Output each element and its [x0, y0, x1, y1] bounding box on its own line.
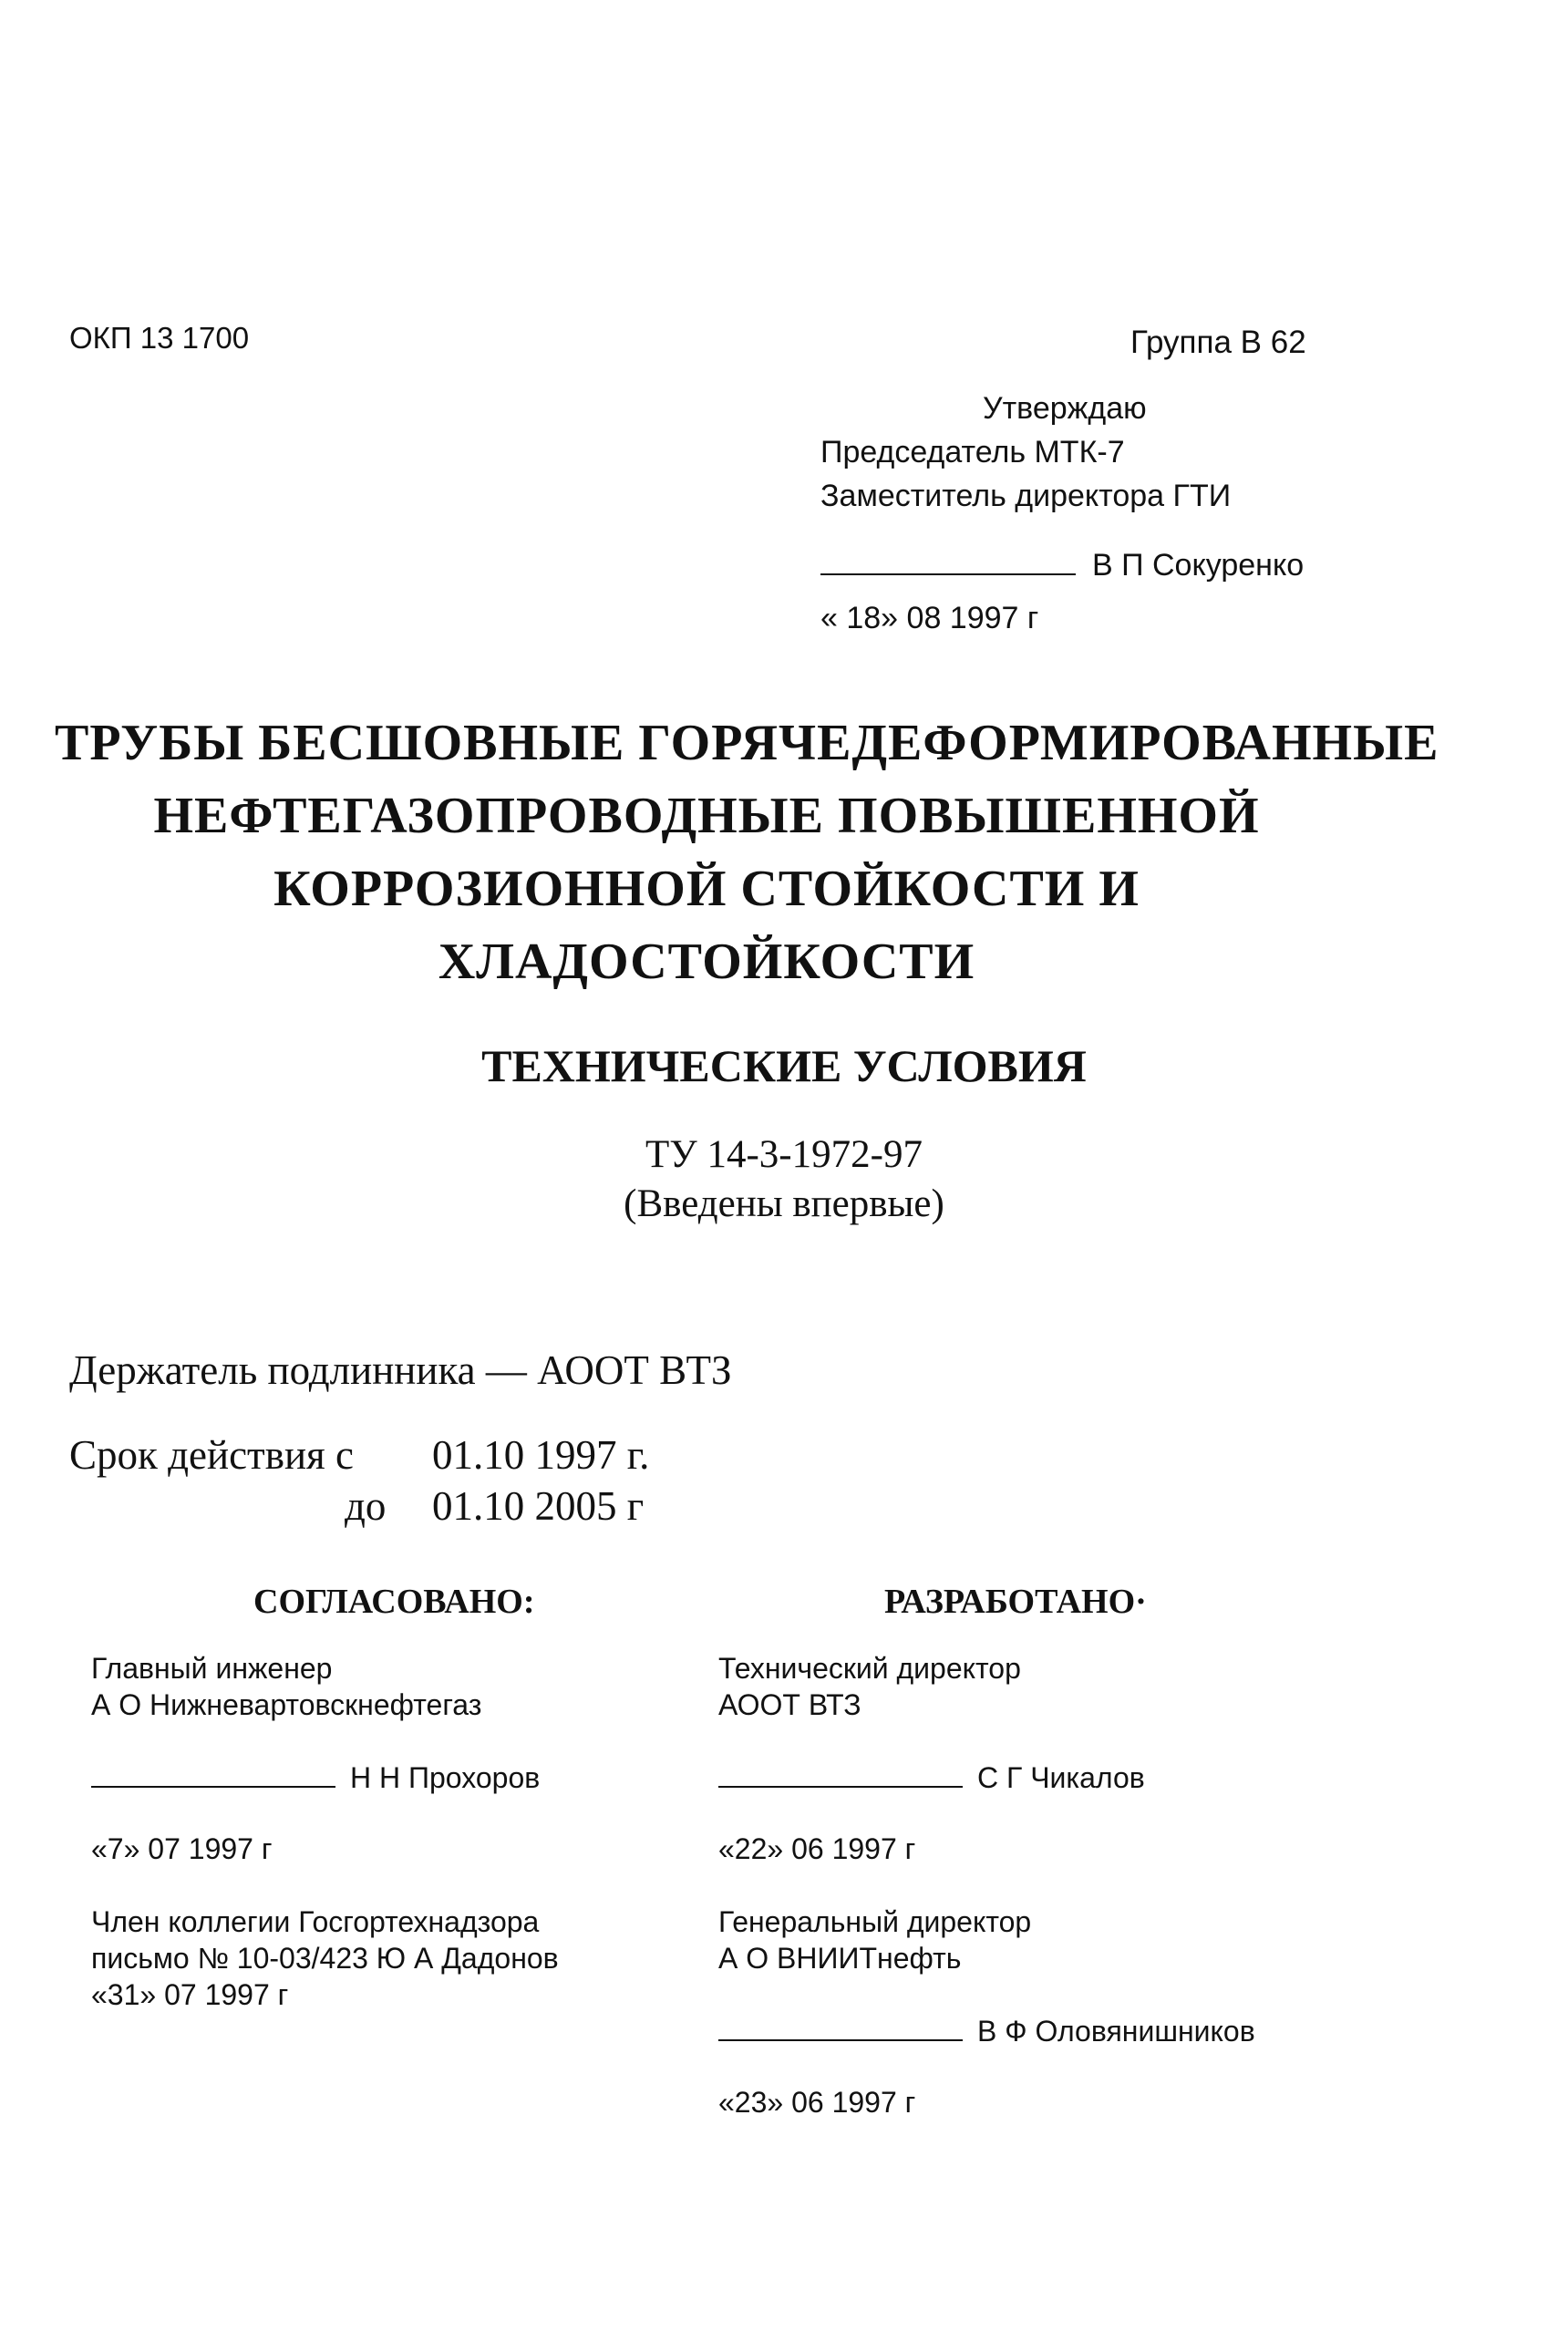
title-line-3: КОРРОЗИОННОЙ СТОЙКОСТИ И — [273, 861, 1140, 917]
agreed-date-1: «7» 07 1997 г — [91, 1832, 273, 1865]
developed-position-2: Генеральный директор — [718, 1905, 1032, 1938]
approve-label: Утверждаю — [983, 391, 1147, 426]
developed-date-2: «23» 06 1997 г — [718, 2086, 916, 2119]
developed-position-1: Технический директор — [718, 1652, 1021, 1685]
agreed-signature-line — [91, 1759, 559, 1796]
approval-date: « 18» 08 1997 г — [820, 601, 1039, 635]
developed-org-1: АООТ ВТЗ — [718, 1688, 861, 1721]
agreed-heading: СОГЛАСОВАНО: — [253, 1583, 535, 1621]
tu-number: ТУ 14-3-1972-97 — [645, 1133, 923, 1176]
approver-position-1: Председатель МТК-7 — [820, 435, 1125, 469]
signature-blank — [718, 2039, 963, 2041]
agreed-letter: письмо № 10-03/423 Ю А Дадонов — [91, 1942, 559, 1975]
developed-heading: РАЗРАБОТАНО· — [884, 1583, 1147, 1621]
okp-code: ОКП 13 1700 — [69, 321, 250, 355]
validity-to-label: до — [345, 1483, 387, 1529]
approver-name: В П Сокуренко — [1092, 548, 1305, 583]
agreed-column — [91, 1650, 559, 2013]
agreed-org-1: А О Нижневартовскнефтегаз — [91, 1688, 482, 1721]
group-code: Группа В 62 — [1130, 325, 1306, 360]
approver-signature-line — [820, 543, 1304, 587]
developed-signature-line-2 — [718, 2013, 1255, 2049]
validity-to-date: 01.10 2005 г — [432, 1483, 645, 1529]
title-line-1: ТРУБЫ БЕСШОВНЫЕ ГОРЯЧЕДЕФОРМИРОВАННЫЕ — [55, 715, 1439, 771]
validity-period — [69, 1429, 649, 1532]
tu-block — [0, 1130, 1568, 1229]
signature-blank — [91, 1786, 335, 1788]
developed-column — [718, 1650, 1255, 2120]
developed-signer-1: С Г Чикалов — [977, 1761, 1145, 1794]
title-line-2: НЕФТЕГАЗОПРОВОДНЫЕ ПОВЫШЕННОЙ — [153, 788, 1260, 844]
approver-position-2: Заместитель директора ГТИ — [820, 479, 1232, 513]
validity-from-label: Срок действия с — [69, 1432, 354, 1478]
tu-note: (Введены впервые) — [624, 1182, 944, 1225]
signature-blank — [820, 573, 1076, 575]
signature-blank — [718, 1786, 963, 1788]
approval-block — [820, 387, 1304, 640]
document-title — [55, 707, 1439, 998]
agreed-date-2: «31» 07 1997 г — [91, 1978, 289, 2011]
validity-from-date: 01.10 1997 г. — [432, 1432, 650, 1478]
agreed-member: Член коллегии Госгортехнадзора — [91, 1905, 540, 1938]
document-subtitle: ТЕХНИЧЕСКИЕ УСЛОВИЯ — [481, 1040, 1087, 1091]
original-holder: Держатель подлинника — АООТ ВТЗ — [69, 1347, 732, 1393]
agreed-signer-1: Н Н Прохоров — [350, 1761, 541, 1794]
developed-org-2: А О ВНИИТнефть — [718, 1942, 962, 1975]
developed-signature-line-1 — [718, 1759, 1255, 1796]
developed-signer-2: В Ф Оловянишников — [977, 2015, 1255, 2048]
title-line-4: ХЛАДОСТОЙКОСТИ — [438, 934, 975, 990]
developed-date-1: «22» 06 1997 г — [718, 1832, 916, 1865]
agreed-position-1: Главный инженер — [91, 1652, 333, 1685]
